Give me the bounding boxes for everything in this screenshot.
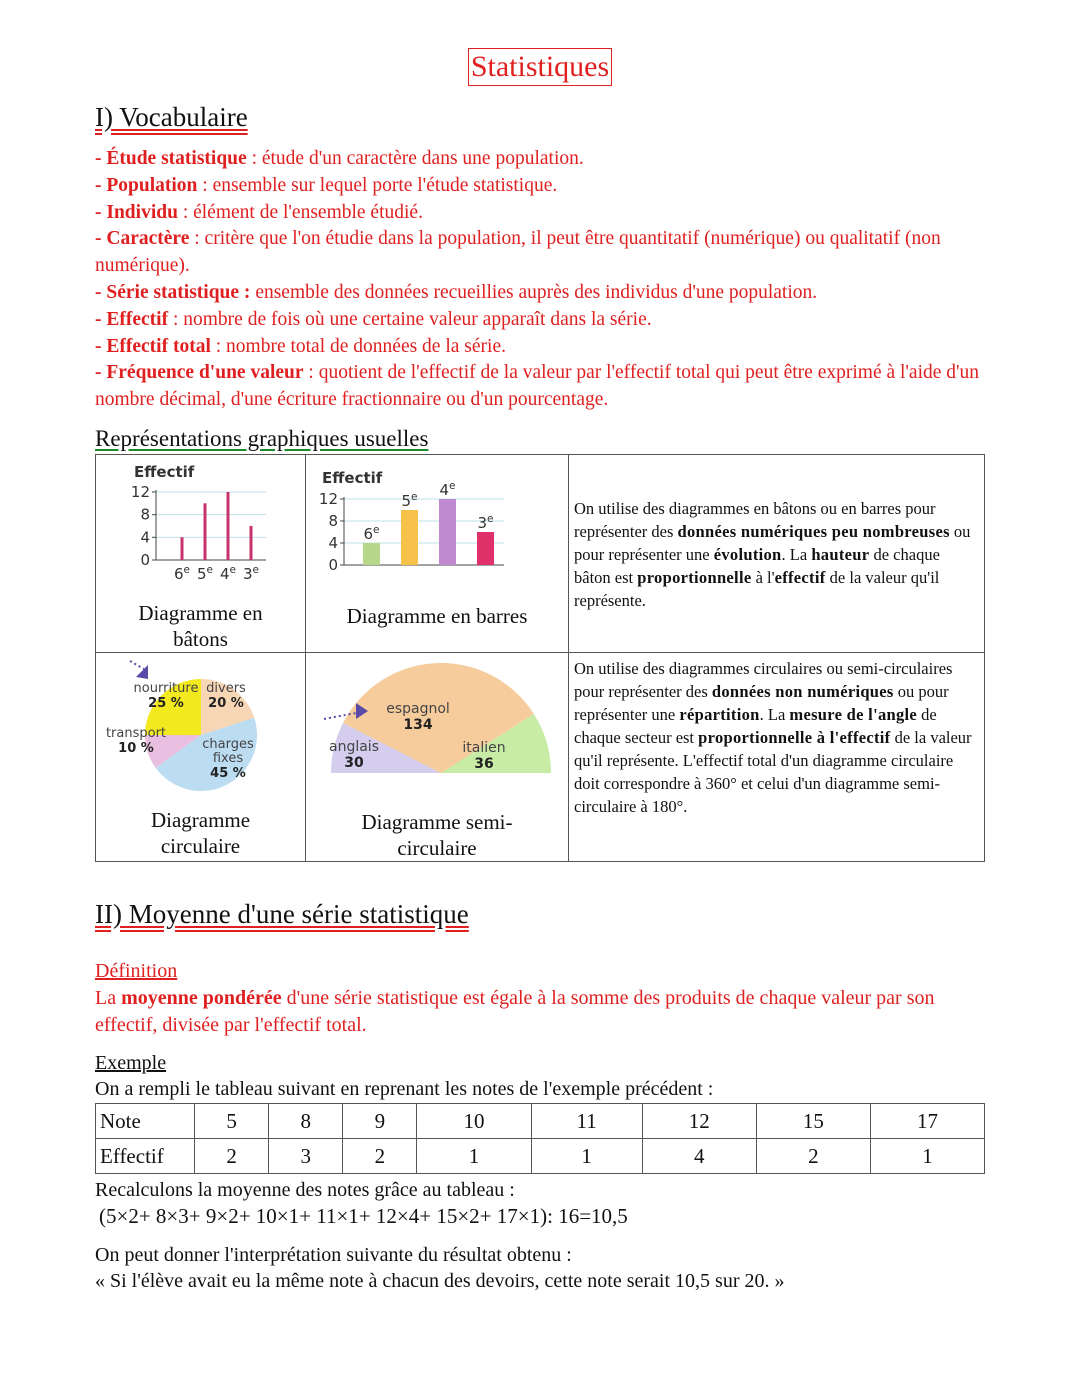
definition-term: - Série statistique : <box>95 281 251 303</box>
cell-semicircle-chart <box>306 653 569 862</box>
bar-4e <box>439 499 456 565</box>
slice-value: 134 <box>403 717 433 733</box>
slice-label: anglais <box>329 739 379 755</box>
mean-formula: (5×2+ 8×3+ 9×2+ 10×1+ 11×1+ 12×4+ 15×2+ 17×1): 16=10,5 <box>99 1204 628 1228</box>
note-cell: 8 <box>269 1104 343 1139</box>
bar-label: 5e <box>401 491 418 510</box>
definition-term: - Effectif <box>95 308 169 330</box>
effectif-cell: 2 <box>195 1139 269 1174</box>
slice-label: divers <box>206 681 246 696</box>
caption-batons: Diagramme en bâtons <box>138 601 263 651</box>
cell-bar-chart <box>306 455 569 653</box>
stick-5e <box>204 503 207 560</box>
note-cell: 9 <box>343 1104 417 1139</box>
note-cell: 10 <box>417 1104 531 1139</box>
definition-term: - Individu <box>95 201 178 223</box>
caption-barres: Diagramme en barres <box>346 604 528 628</box>
bar-3e <box>477 532 494 565</box>
effectif-cell: 3 <box>269 1139 343 1174</box>
slice-value: 36 <box>474 756 494 772</box>
x-tick-label: 5e <box>196 564 214 583</box>
y-tick-label: 4 <box>328 534 338 552</box>
definition-text: nombre total de données de la série. <box>226 335 506 357</box>
definition-text: quotient de l'effectif de la valeur par l'effectif total qui peut être exprimé à l'aide d'un nombre décimal, d'une écriture fractionnaire ou d'un pourcentage. <box>95 362 980 411</box>
slice-label: fixes <box>212 751 244 766</box>
effectif-cell: 1 <box>531 1139 642 1174</box>
effectif-cell: 1 <box>870 1139 984 1174</box>
x-tick-label: 6e <box>173 564 191 583</box>
example-intro: On a rempli le tableau suivant en reprenant les notes de l'exemple précédent : <box>95 1078 714 1100</box>
slice-value: 10 % <box>118 741 154 756</box>
section-heading-moyenne: II) Moyenne d'une série statistique <box>95 899 469 929</box>
stick-4e <box>227 492 230 560</box>
definition-term: - Effectif total <box>95 335 211 357</box>
effectif-cell: 2 <box>343 1139 417 1174</box>
bar-label: 3e <box>477 513 494 532</box>
stick-6e <box>181 537 184 560</box>
y-tick-label: 4 <box>140 528 150 547</box>
effectif-cell: 4 <box>642 1139 756 1174</box>
pie-chart <box>96 653 305 800</box>
slice-label: espagnol <box>386 701 450 717</box>
x-tick-label: 4e <box>219 564 237 583</box>
section-heading-vocabulaire: I) Vocabulaire <box>95 102 248 132</box>
slice-value: 20 % <box>208 696 244 711</box>
description-bars: On utilise des diagrammes en bâtons ou en barres pour représenter des données numériques peu nombreuses ou pour représenter une évolution. La hauteur de chaque bâton est proportionnelle à l'effectif de la valeur qu'il représente. <box>574 499 971 610</box>
y-tick-label: 8 <box>328 512 338 530</box>
caption-circulaire: Diagramme circulaire <box>150 808 251 858</box>
y-tick-label: 12 <box>318 490 338 508</box>
cell-stick-chart <box>96 455 306 653</box>
definition-term: - Étude statistique <box>95 148 247 169</box>
y-tick-label: 12 <box>130 483 150 501</box>
table-row-notes <box>96 1104 985 1139</box>
slice-value: 25 % <box>148 696 184 711</box>
subheading-representations: Représentations graphiques usuelles <box>95 426 429 451</box>
slice-value: 45 % <box>210 766 246 781</box>
note-cell: 5 <box>195 1104 269 1139</box>
row-header-note: Note <box>96 1104 195 1139</box>
definition-term: - Fréquence d'une valeur <box>95 362 304 384</box>
notes-table <box>95 1103 985 1174</box>
interpretation <box>95 1242 784 1294</box>
caption-semi: Diagramme semi-circulaire <box>361 810 513 860</box>
graph-representations-table <box>95 454 985 862</box>
definition-text: étude d'un caractère dans une population. <box>261 148 584 169</box>
dotted-arrow <box>130 661 144 669</box>
interpretation-quote: « Si l'élève avait eu la même note à chacun des devoirs, cette note serait 10,5 sur 20. » <box>95 1270 785 1292</box>
x-tick-label: 3e <box>242 564 260 583</box>
definition-item: - Étude statistique : étude d'un caractère dans une population. <box>95 148 584 169</box>
bar-label: 6e <box>363 524 380 543</box>
definition-item: - Effectif total : nombre total de données de la série. <box>95 335 506 357</box>
slice-label: charges <box>202 737 254 752</box>
slice-label: nourriture <box>133 681 199 696</box>
y-axis-label: Effectif <box>134 463 195 481</box>
stick-3e <box>250 526 253 560</box>
bar-chart <box>306 455 568 590</box>
semicircle-chart <box>306 653 568 800</box>
slice-label: transport <box>105 726 167 741</box>
definition-text: critère que l'on étudie dans la population, il peut être quantitatif (numérique) ou qualitatif (non numérique). <box>95 228 941 277</box>
y-tick-label: 0 <box>140 551 150 569</box>
definition-item: - Population : ensemble sur lequel porte l'étude statistique. <box>95 174 558 196</box>
definition-text: ensemble des données recueillies auprès des individus d'une population. <box>255 281 818 303</box>
bar-5e <box>401 510 418 565</box>
y-tick-label: 8 <box>140 505 150 524</box>
note-cell: 12 <box>642 1104 756 1139</box>
definition-text: nombre de fois où une certaine valeur apparaît dans la série. <box>183 308 652 330</box>
row-header-effectif: Effectif <box>96 1139 195 1174</box>
definition-text: La moyenne pondérée d'une série statistique est égale à la somme des produits de chaque valeur par son effectif, divisée par l'effectif total. <box>95 987 935 1036</box>
note-cell: 11 <box>531 1104 642 1139</box>
definition-label: Définition <box>95 960 178 982</box>
bar-6e <box>363 543 380 565</box>
definition-item <box>95 280 985 307</box>
effectif-cell: 2 <box>756 1139 870 1174</box>
arrow-head-icon <box>136 665 148 679</box>
title-wrap <box>95 48 985 86</box>
interpretation-intro: On peut donner l'interprétation suivante du résultat obtenu : <box>95 1244 572 1266</box>
stick-chart <box>96 455 305 590</box>
effectif-cell: 1 <box>417 1139 531 1174</box>
slice-label: italien <box>462 740 506 756</box>
vocabulary-list <box>95 146 985 414</box>
definition-text: ensemble sur lequel porte l'étude statistique. <box>212 174 558 196</box>
definition-item: - Caractère : critère que l'on étudie dans la population, il peut être quantitatif (numérique) ou qualitatif (non numérique). <box>95 228 941 277</box>
definition-item: - Effectif : nombre de fois où une certaine valeur apparaît dans la série. <box>95 308 652 330</box>
definition-item: - Individu : élément de l'ensemble étudié. <box>95 201 423 223</box>
recalc-text: Recalculons la moyenne des notes grâce au tableau : <box>95 1179 515 1201</box>
definition-term: - Caractère <box>95 228 190 250</box>
cell-pie-chart <box>96 653 306 862</box>
description-circles: On utilise des diagrammes circulaires ou semi-circulaires pour représenter des données non numériques ou pour représenter une répartition. La mesure de l'angle de chaque secteur est proportionnelle à l'effectif de la valeur qu'il représente. L'effectif total d'un diagramme circulaire doit correspondre à 360° et celui d'un diagramme semi-circulaire à 180°. <box>574 659 972 816</box>
definition-term: - Population <box>95 174 198 196</box>
y-axis-label: Effectif <box>322 469 383 487</box>
bar-label: 4e <box>439 480 456 499</box>
example-label: Exemple <box>95 1052 167 1074</box>
cell-desc-bars <box>569 455 985 653</box>
table-row-effectifs <box>96 1139 985 1174</box>
note-cell: 17 <box>870 1104 984 1139</box>
slice-value: 30 <box>344 755 364 771</box>
note-cell: 15 <box>756 1104 870 1139</box>
page-title: Statistiques <box>468 48 612 86</box>
definition-text: élément de l'ensemble étudié. <box>193 201 423 223</box>
cell-desc-circles <box>569 653 985 862</box>
y-tick-label: 0 <box>328 556 338 574</box>
definition-item: - Fréquence d'une valeur : quotient de l'effectif de la valeur par l'effectif total qui peut être exprimé à l'aide d'un nombre décimal, d'une écriture fractionnaire ou d'un pourcentage. <box>95 362 980 411</box>
